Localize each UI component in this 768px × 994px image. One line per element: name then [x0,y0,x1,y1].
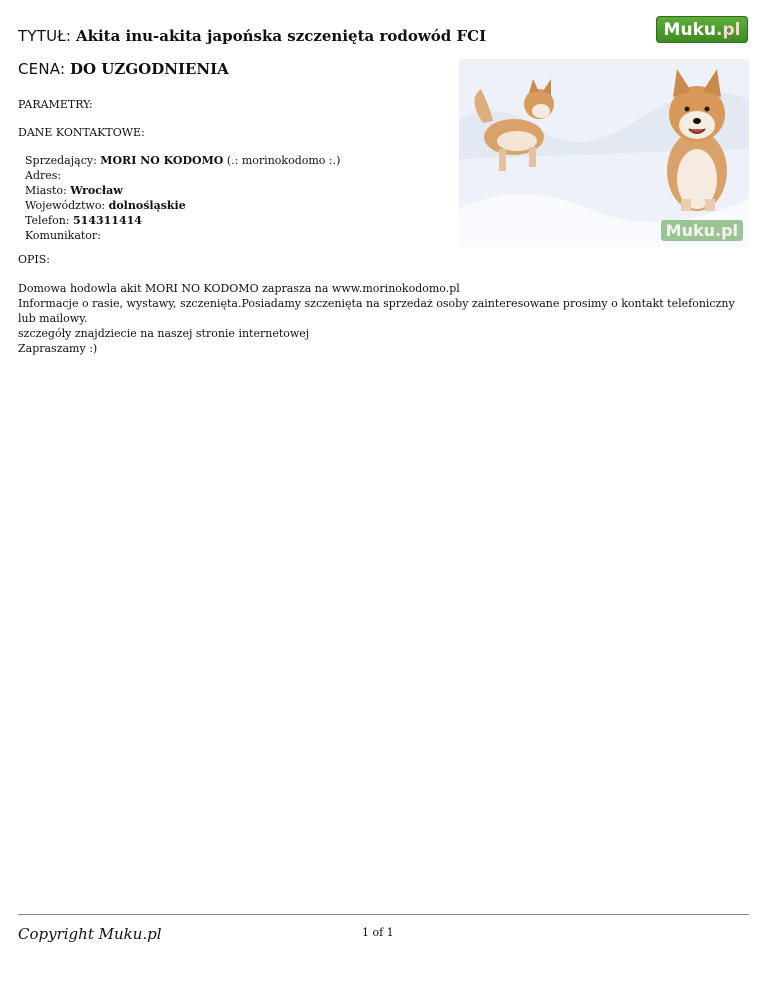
city-row [25,183,340,198]
phone-value: 514311414 [73,214,142,227]
price-value: DO UZGODNIENIA [70,60,229,78]
logo-main: Muku [663,19,716,40]
seller-name: MORI NO KODOMO [100,154,224,167]
title-label: TYTUŁ: [18,27,72,45]
price-label: CENA: [18,60,66,78]
logo-suffix: .pl [715,19,741,40]
address-label: Adres: [25,169,62,182]
listing-title [18,27,486,45]
description-line: Domowa hodowla akit MORI NO KODOMO zaprasza na www.morinokodomo.pl [18,282,460,295]
footer-copyright: Copyright Muku.pl [18,925,162,943]
city-value: Wrocław [70,184,123,197]
phone-label: Telefon: [25,214,70,227]
footer-divider [18,914,749,915]
seller-label: Sprzedający: [25,154,97,167]
params-heading: PARAMETRY: [18,98,93,111]
description-line: szczegóły znajdziecie na naszej stronie internetowej [18,327,310,340]
title-value: Akita inu-akita japońska szczenięta rodowód FCI [75,27,487,45]
muku-logo [656,16,748,43]
contact-details [25,153,340,243]
listing-price [18,60,229,78]
phone-row [25,213,340,228]
region-value: dolnośląskie [108,199,186,212]
photo-watermark: Muku.pl [661,220,743,241]
listing-photo [459,59,749,247]
description-line: Zapraszamy :) [18,342,98,355]
city-label: Miasto: [25,184,67,197]
region-label: Województwo: [25,199,106,212]
dogs-in-snow-image [459,59,749,247]
seller-nick: (.: morinokodomo :.) [226,154,341,167]
messenger-label: Komunikator: [25,229,101,242]
seller-row [25,153,340,168]
description-heading: OPIS: [18,253,51,266]
page-number: 1 of 1 [362,926,394,939]
description-line: Informacje o rasie, wystawy, szczenięta.Posiadamy szczenięta na sprzedaż osoby zainteresowane prosimy o kontakt telefoniczny lub mailowy. [18,297,735,325]
messenger-row [25,228,340,243]
contact-heading: DANE KONTAKTOWE: [18,126,145,139]
description-body [18,281,738,356]
region-row [25,198,340,213]
address-row [25,168,340,183]
